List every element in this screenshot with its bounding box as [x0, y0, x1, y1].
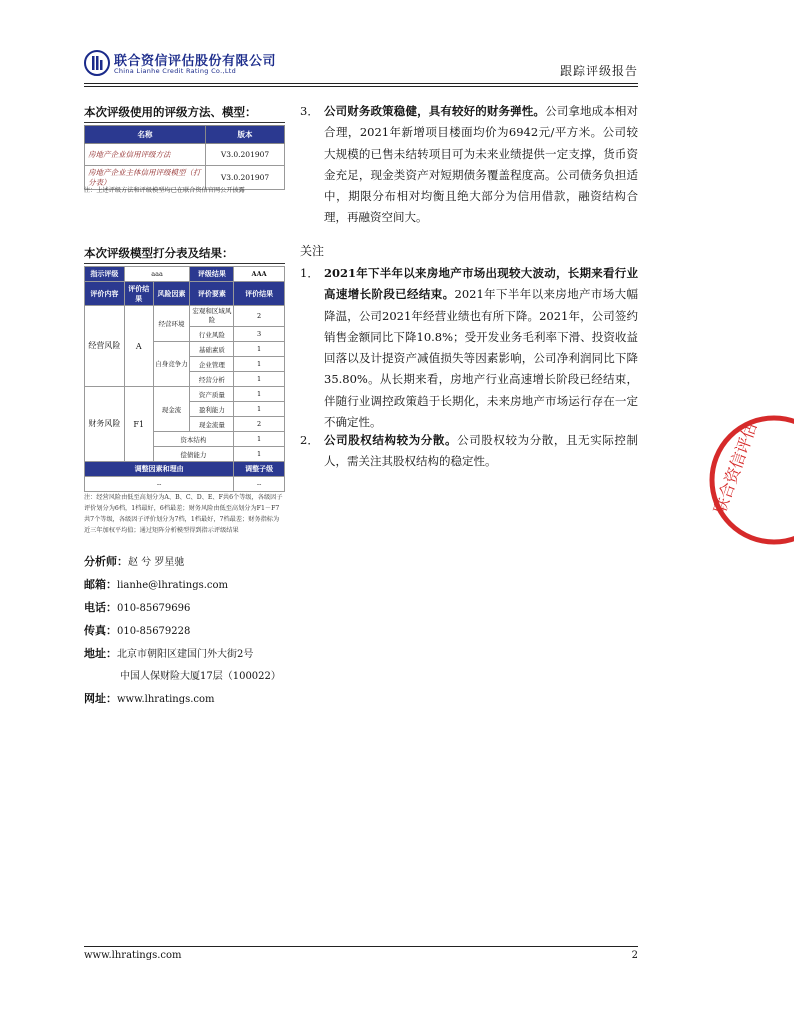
header-element-result: 评价结果	[234, 282, 285, 306]
web-label: 网址：	[84, 692, 117, 705]
self-competitiveness-label: 自身竞争力	[153, 342, 190, 387]
element-operation: 经营分析	[190, 372, 234, 387]
header-divider-thin	[84, 86, 638, 87]
analysts: 赵 兮 罗星驰	[128, 557, 185, 568]
concern-title: 关注	[300, 244, 325, 258]
header-divider	[84, 83, 638, 84]
header-risk-factor: 风险因素	[153, 282, 190, 306]
email-label: 邮箱：	[84, 578, 117, 591]
phone-label: 电话：	[84, 601, 117, 614]
item-body: 公司拿地成本相对合理，2021年新增项目楼面均价为6942元/平方米。公司较大规模的已售未结转项目可为未来业绩提供一定支撑，货币资金充足，现金类资产对短期债务覆盖程度高。公司债务负担适中，期限分布相对均衡且绝大部分为信用借款，融资结构合理，再融资空间大。	[324, 104, 639, 225]
element-score: 1	[234, 402, 285, 417]
email-value[interactable]: lianhe@lhratings.com	[117, 580, 229, 591]
concern-item-2	[300, 430, 638, 473]
element-score: 1	[234, 372, 285, 387]
methods-table	[84, 125, 285, 190]
header-element: 评价要素	[190, 282, 234, 306]
adjust-sub-label: 调整子级	[234, 462, 285, 477]
item-body: 公司股权较为分散，且无实际控制人，需关注其股权结构的稳定性。	[324, 433, 639, 469]
item-body: 2021年下半年以来房地产市场大幅降温，公司2021年经营业绩也有所下降。2021年，公司签约销售金额同比下降10.8%；受开发业务毛利率下滑、投资收益回落以及计提资产减值损失等因素影响，公司净利润同比下降35.80%。从长期来看，房地产行业高速增长阶段已经结束，伴随行业调控政策趋于长期化，未来房地产市场运行存在一定不确定性。	[324, 287, 639, 430]
element-profit: 盈利能力	[190, 402, 234, 417]
item-heading: 公司财务政策稳健，具有较好的财务弹性。	[324, 104, 546, 118]
table-row	[85, 144, 285, 166]
address-label: 地址：	[84, 647, 117, 660]
strength-item-3	[300, 101, 638, 229]
method-version: V3.0.201907	[206, 144, 285, 166]
item-number: 2．	[300, 433, 319, 447]
method-name: 房地产企业信用评级方法	[85, 144, 206, 166]
fax-label: 传真：	[84, 624, 117, 637]
methods-col-version: 版本	[206, 126, 285, 144]
methods-title: 本次评级使用的评级方法、模型：	[84, 105, 257, 119]
indicator-label: 指示评级	[85, 267, 125, 282]
scoring-note: 注：经营风险由低至高划分为A、B、C、D、E、F共6个等级，各级因子评价划分为6档，1档最好，6档最差；财务风险由低至高划分为F1－F7共7个等级，各级因子评价划分为7档，1档最好，7档最差；财务指标为近三年加权平均值；通过矩阵分析模型得到指示评级结果	[84, 494, 283, 534]
address-line2: 中国人保财险大厦17层（100022）	[120, 671, 281, 682]
element-score: 1	[234, 342, 285, 357]
header-content: 评价内容	[85, 282, 125, 306]
header-result: 评价结果	[124, 282, 153, 306]
scoring-title: 本次评级模型打分表及结果：	[84, 246, 234, 260]
methods-title-underline	[84, 122, 285, 123]
adjust-reason: --	[85, 477, 234, 492]
element-basic: 基础素质	[190, 342, 234, 357]
element-industry: 行业风险	[190, 327, 234, 342]
item-number: 1．	[300, 266, 319, 280]
contact-block	[84, 551, 294, 711]
element-score: 2	[234, 306, 285, 327]
company-seal-icon	[704, 405, 794, 555]
element-macro: 宏观和区域风险	[190, 306, 234, 327]
element-asset: 资产质量	[190, 387, 234, 402]
item-number: 3．	[300, 104, 319, 118]
footer-divider	[84, 946, 638, 947]
company-name-en: China Lianhe Credit Rating Co.,Ltd	[114, 67, 237, 75]
method-version: V3.0.201907	[206, 166, 285, 190]
element-score: 1	[234, 447, 285, 462]
element-capital: 资本结构	[153, 432, 234, 447]
report-type: 跟踪评级报告	[559, 64, 638, 78]
method-name: 房地产企业主体信用评级模型（打分表）	[85, 166, 206, 190]
adjust-value: --	[234, 477, 285, 492]
financial-risk-result: F1	[124, 387, 153, 462]
footer-website[interactable]: www.lhratings.com	[84, 950, 182, 961]
web-value[interactable]: www.lhratings.com	[117, 694, 215, 705]
financial-risk-label: 财务风险	[85, 387, 125, 462]
scoring-table	[84, 266, 285, 492]
seal-text: 联合资信评估	[709, 419, 761, 517]
adjust-label: 调整因素和理由	[85, 462, 234, 477]
element-score: 3	[234, 327, 285, 342]
scoring-title-underline	[84, 263, 285, 264]
methods-note: 注：上述评级方法和评级模型均已在联合资信官网公开披露	[84, 187, 245, 194]
business-risk-result: A	[124, 306, 153, 387]
fax-value: 010-85679228	[117, 626, 191, 637]
company-name-cn: 联合资信评估股份有限公司	[114, 54, 277, 69]
phone-value: 010-85679696	[117, 603, 191, 614]
page-number: 2	[631, 950, 638, 961]
element-score: 2	[234, 417, 285, 432]
analyst-label: 分析师：	[84, 555, 128, 568]
result-label: 评级结果	[190, 267, 234, 282]
address-line1: 北京市朝阳区建国门外大街2号	[117, 649, 254, 660]
element-score: 1	[234, 387, 285, 402]
element-solvency: 偿债能力	[153, 447, 234, 462]
element-score: 1	[234, 432, 285, 447]
business-env-label: 经营环境	[153, 306, 190, 342]
element-score: 1	[234, 357, 285, 372]
business-risk-label: 经营风险	[85, 306, 125, 387]
item-heading: 公司股权结构较为分散。	[324, 433, 458, 447]
indicator-value: aaa	[124, 267, 190, 282]
company-logo-icon	[84, 50, 110, 76]
cashflow-label: 现金流	[153, 387, 190, 432]
element-management: 企业管理	[190, 357, 234, 372]
methods-col-name: 名称	[85, 126, 206, 144]
concern-item-1	[300, 263, 638, 433]
element-cashflow: 现金流量	[190, 417, 234, 432]
result-value: AAA	[234, 267, 285, 282]
item-heading: 2021年下半年以来房地产市场出现较大波动，长期来看行业高速增长阶段已经结束。	[324, 266, 638, 302]
